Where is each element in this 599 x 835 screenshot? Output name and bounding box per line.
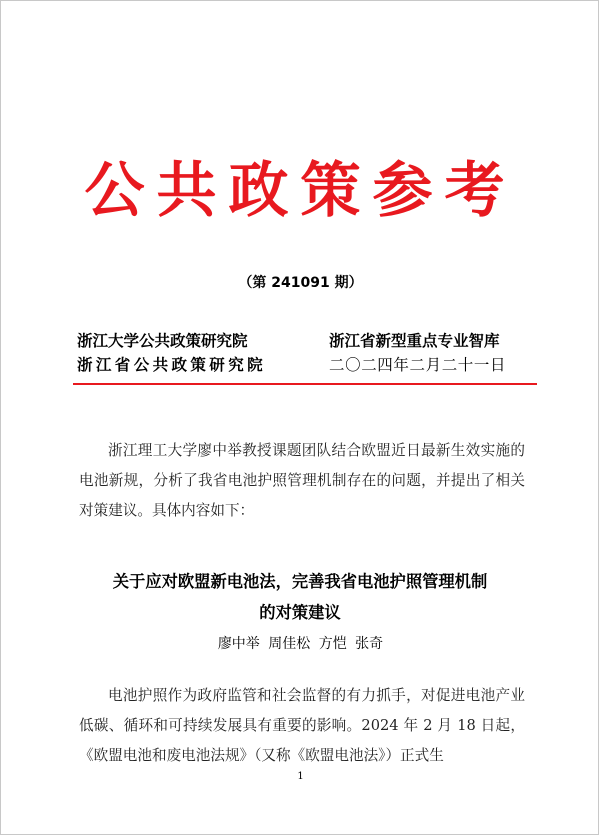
body-paragraph: 电池护照作为政府监管和社会监督的有力抓手，对促进电池产业低碳、循环和可持续发展具有重要的影响。2024 年 2 月 18 日起，《欧盟电池和废电池法规》（又称《欧盟电池法》）正式生 bbox=[79, 687, 525, 764]
publisher-name: 浙江大学公共政策研究院 bbox=[77, 332, 248, 350]
publication-date: 二〇二四年二月二十一日 bbox=[329, 356, 507, 374]
page-number: 1 bbox=[297, 771, 304, 782]
article-authors: 廖中举 周佳松 方恺 张奇 bbox=[217, 636, 384, 652]
think-tank-label: 浙江省新型重点专业智库 bbox=[329, 332, 500, 350]
article-title-line-1: 关于应对欧盟新电池法，完善我省电池护照管理机制 bbox=[112, 572, 488, 591]
issue-number: （第 241091 期） bbox=[238, 275, 363, 291]
header-divider bbox=[73, 383, 537, 385]
masthead-title: 公共政策参考 bbox=[84, 156, 517, 226]
intro-paragraph: 浙江理工大学廖中举教授课题团队结合欧盟近日最新生效实施的电池新规，分析了我省电池护照管理机制存在的问题，并提出了相关对策建议。具体内容如下： bbox=[79, 442, 525, 519]
article-title-line-2: 的对策建议 bbox=[259, 603, 341, 622]
publisher-name-2: 浙江省公共政策研究院 bbox=[77, 356, 267, 374]
